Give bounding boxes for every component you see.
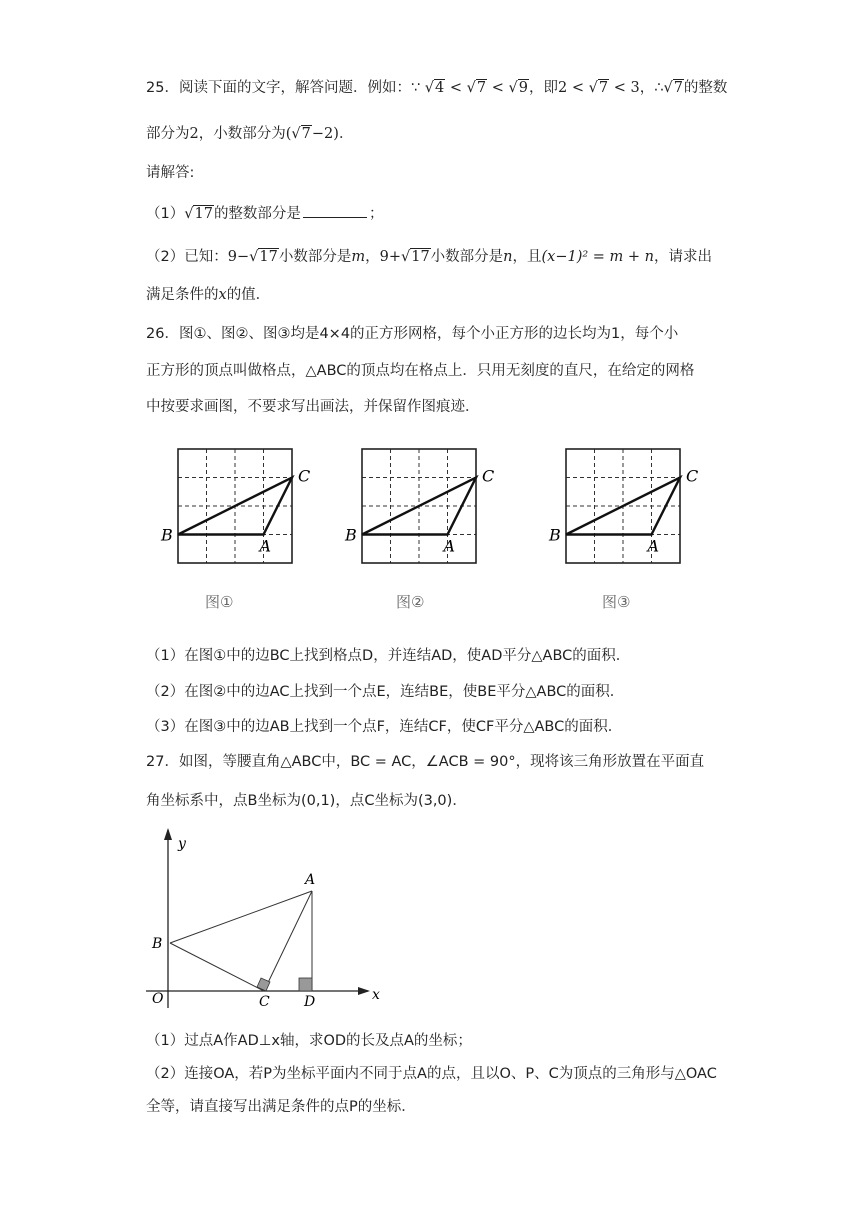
last-text-a: 满足条件的: [146, 287, 219, 303]
segment-BC: [170, 943, 264, 991]
label-B: B: [345, 525, 357, 545]
sqrt-17-c: √17: [400, 249, 430, 265]
label-A: A: [305, 872, 316, 888]
q25-text-b: 的整数: [683, 80, 728, 96]
sqrt-17: √17: [184, 206, 213, 222]
num-2: 2: [558, 80, 568, 96]
q27-sub1: （1）过点A作AD⊥x轴，求OD的长及点A的坐标；: [146, 1033, 472, 1049]
right-angle-C: [257, 978, 270, 991]
q27-sub2-line-2: 全等，请直接写出满足条件的点P的坐标．: [146, 1099, 416, 1115]
because-symbol: ∵: [410, 80, 421, 96]
caption-fig-2: 图②: [396, 593, 425, 611]
q25-intro-text: 25．阅读下面的文字，解答问题．例如：: [146, 80, 411, 96]
caption-fig-3: 图③: [602, 593, 631, 611]
label-C: C: [686, 466, 699, 486]
label-A: A: [259, 536, 272, 556]
sub2-label: （2）已知：: [146, 249, 228, 265]
label-A: A: [647, 536, 660, 556]
q26-sub1: （1）在图①中的边BC上找到格点D，并连结AD，使AD平分△ABC的面积．: [146, 648, 631, 664]
paren-expr: (√7−2): [285, 126, 339, 142]
var-x: x: [218, 287, 227, 303]
sqrt-7-b: √7: [588, 80, 609, 96]
sqrt-9: √9: [508, 80, 528, 96]
label-O: O: [152, 991, 164, 1007]
sqrt-17-b: √17: [249, 249, 278, 265]
num-2-b: 2: [189, 126, 199, 142]
sub2-comma: ，: [365, 249, 380, 265]
label-B: B: [152, 936, 163, 952]
sub2-text-b: 小数部分是: [278, 249, 352, 265]
right-angle-D: [299, 978, 312, 991]
label-D: D: [304, 994, 316, 1010]
q26-line-2: 正方形的顶点叫做格点，△ABC的顶点均在格点上．只用无刻度的直尺，在给定的网格: [146, 363, 695, 379]
plus: +: [388, 249, 401, 265]
lt-symbol: <: [449, 80, 463, 96]
q26-sub2: （2）在图②中的边AC上找到一个点E，连结BE，使BE平分△ABC的面积．: [146, 684, 625, 700]
q25-text-c: 部分为: [146, 126, 190, 142]
sub2-text-e: ，且: [512, 249, 542, 265]
label-y: y: [178, 836, 186, 852]
q25-prompt: 请解答:: [146, 165, 195, 181]
label-B: B: [161, 525, 173, 545]
q25-text-d: ，小数部分为: [198, 126, 286, 142]
num-3: 3: [630, 80, 640, 96]
sub2-text-f: ，请求出: [654, 249, 713, 265]
lt-symbol-3: <: [571, 80, 584, 96]
comma-text: ，即: [529, 80, 558, 96]
sqrt-7: √7: [466, 80, 487, 96]
y-axis-arrow: [164, 828, 172, 840]
lt-symbol-2: <: [491, 80, 504, 96]
therefore-text: ，∴: [639, 80, 664, 96]
sub1-text: 的整数部分是: [213, 206, 301, 222]
sqrt-7-c: √7: [663, 80, 683, 96]
label-x: x: [372, 987, 380, 1003]
q26-line-1: 26．图①、图②、图③均是4×4的正方形网格，每个小正方形的边长均为1，每个小: [146, 326, 679, 342]
label-C: C: [482, 466, 495, 486]
period: ．: [338, 126, 354, 142]
label-B: B: [549, 525, 561, 545]
semicolon: ；: [368, 206, 384, 222]
last-text-b: 的值．: [226, 287, 271, 303]
q27-line-1: 27．如图，等腰直角△ABC中，BC = AC，∠ACB = 90°，现将该三角形放置在平面直: [146, 754, 705, 770]
minus: −: [236, 249, 250, 265]
label-C: C: [298, 466, 311, 486]
label-C: C: [259, 994, 270, 1010]
var-n: n: [503, 249, 513, 265]
q26-sub3: （3）在图③中的边AB上找到一个点F，连结CF，使CF平分△ABC的面积．: [146, 719, 623, 735]
var-m: m: [351, 249, 366, 265]
caption-fig-1: 图①: [205, 593, 234, 611]
x-axis-arrow: [358, 987, 370, 995]
sub2-text-d: 小数部分是: [430, 249, 504, 265]
num-9-b: 9: [379, 249, 389, 265]
q27-line-2: 角坐标系中，点B坐标为(0,1)，点C坐标为(3,0)．: [146, 793, 467, 809]
equation: (x−1)² = m + n: [541, 249, 655, 265]
lt-symbol-4: <: [613, 80, 626, 96]
sqrt-4: √4: [424, 80, 445, 96]
num-9: 9: [227, 249, 237, 265]
sub1-label: （1）: [146, 206, 185, 222]
q26-line-3: 中按要求画图，不要求写出画法，并保留作图痕迹．: [146, 399, 480, 415]
q27-sub2-line-1: （2）连接OA，若P为坐标平面内不同于点A的点，且以O、P、C为顶点的三角形与△OAC: [146, 1066, 717, 1082]
label-A: A: [443, 536, 456, 556]
